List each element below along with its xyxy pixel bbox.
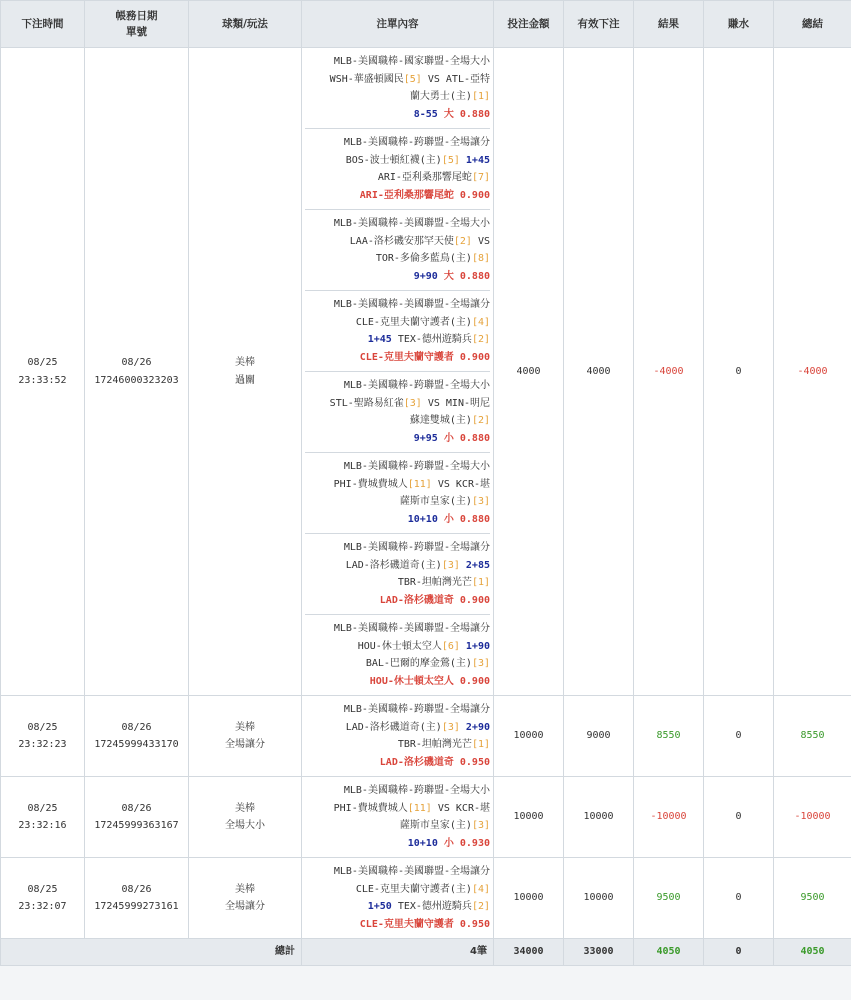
leg-line <box>305 835 490 853</box>
bet-time: 23:32:23 <box>18 739 67 750</box>
leg-text: TEX-德州遊騎兵 <box>397 901 472 912</box>
leg-text: HOU-休士頓太空人 <box>369 675 460 687</box>
leg-line <box>305 736 490 754</box>
details-cell <box>302 858 494 939</box>
leg-text: ARI-亞利桑那響尾蛇 <box>377 172 472 183</box>
leg-text: [2] <box>453 235 472 247</box>
bet-time: 23:32:16 <box>18 820 67 831</box>
leg-text: TBR-坦帕灣光芒 <box>397 577 472 588</box>
leg-text: [3] <box>403 397 422 409</box>
leg-text: 0.950 <box>459 918 490 930</box>
leg-text: BAL-巴爾的摩金鶯(主) <box>365 658 472 669</box>
details-cell <box>302 777 494 858</box>
leg-text: CLE-克里夫蘭守護者 <box>359 351 460 363</box>
leg-text: LAD-洛杉磯道奇(主) <box>345 559 442 571</box>
leg-text: [5] <box>403 73 422 85</box>
leg-text: LAD-洛杉磯道奇(主) <box>345 721 442 733</box>
leg-text: LAD-洛杉磯道奇 <box>379 756 460 768</box>
sport-name: 美棒 <box>235 721 255 733</box>
leg-text: [3] <box>441 721 460 733</box>
leg-line <box>305 250 490 268</box>
leg-text: 8-55 <box>413 108 444 120</box>
leg-text: VS KCR-堪 <box>431 802 490 814</box>
leg-text: 0.900 <box>459 189 490 201</box>
result-cell: -4000 <box>634 48 704 696</box>
ticket-number: 17245999363167 <box>94 820 179 831</box>
leg-text: 大 <box>443 270 460 282</box>
leg-text: 0.880 <box>459 432 490 444</box>
leg-text: LAA-洛杉磯安那罕天使 <box>349 235 454 247</box>
col-result: 結果 <box>634 1 704 48</box>
ticket-number: 17245999433170 <box>94 739 179 750</box>
leg-text: MLB-美國職棒-美國聯盟-全場讓分 <box>333 623 490 634</box>
leg-text: [8] <box>471 253 490 264</box>
leg-text: [2] <box>471 901 490 912</box>
leg-line <box>305 377 490 395</box>
bet-leg <box>305 615 490 695</box>
leg-text: PHI-費城費城人 <box>333 478 408 490</box>
bet-leg <box>305 534 490 615</box>
account-cell <box>85 858 189 939</box>
leg-text: 0.900 <box>459 594 490 606</box>
leg-line <box>305 134 490 152</box>
leg-text: [3] <box>471 496 490 507</box>
leg-line <box>305 331 490 349</box>
leg-text: 小 <box>443 837 460 849</box>
stake-cell: 10000 <box>494 777 564 858</box>
leg-line <box>305 314 490 332</box>
table-header-row <box>1 1 851 48</box>
totals-valid: 33000 <box>564 939 634 966</box>
result-cell: -10000 <box>634 777 704 858</box>
leg-text: MLB-美國職棒-跨聯盟-全場大小 <box>343 785 490 796</box>
leg-text: 1+90 <box>459 640 490 652</box>
bet-leg <box>305 453 490 534</box>
leg-line <box>305 395 490 413</box>
leg-text: CLE-克里夫蘭守護者(主) <box>355 316 472 328</box>
leg-line <box>305 268 490 286</box>
col-total: 總結 <box>774 1 851 48</box>
total-cell: 9500 <box>774 858 851 939</box>
col-account-date: 帳務日期 單號 <box>85 1 189 48</box>
leg-text: [5] <box>441 154 460 166</box>
leg-text: 小 <box>443 432 460 444</box>
totals-stake: 34000 <box>494 939 564 966</box>
leg-text: [1] <box>471 577 490 588</box>
rebate-cell: 0 <box>704 696 774 777</box>
leg-text: 蘇達雙城(主) <box>409 415 472 426</box>
leg-text: MLB-美國職棒-跨聯盟-全場大小 <box>343 461 490 472</box>
col-sport-type: 球類/玩法 <box>189 1 302 48</box>
leg-text: [7] <box>471 172 490 183</box>
leg-line <box>305 349 490 367</box>
leg-text: 0.900 <box>459 351 490 363</box>
bet-date: 08/25 <box>27 883 58 895</box>
leg-text: 1+45 <box>459 154 490 166</box>
leg-line <box>305 817 490 835</box>
leg-line <box>305 592 490 610</box>
leg-text: CLE-克里夫蘭守護者 <box>359 918 460 930</box>
bet-date: 08/25 <box>27 802 58 814</box>
leg-text: ARI-亞利桑那響尾蛇 <box>359 189 460 201</box>
leg-text: [3] <box>471 820 490 831</box>
leg-text: VS <box>471 235 490 247</box>
leg-text: MLB-美國職棒-跨聯盟-全場讓分 <box>343 542 490 553</box>
leg-line <box>305 296 490 314</box>
leg-line <box>305 574 490 592</box>
leg-text: TOR-多倫多藍鳥(主) <box>375 253 472 264</box>
valid-cell: 4000 <box>564 48 634 696</box>
leg-line <box>305 655 490 673</box>
leg-text: [2] <box>471 334 490 345</box>
leg-text: 0.880 <box>459 108 490 120</box>
sport-cell <box>189 48 302 696</box>
play-type: 過關 <box>235 374 255 386</box>
leg-line <box>305 152 490 170</box>
leg-text: [1] <box>471 91 490 102</box>
leg-text: STL-聖路易紅雀 <box>329 397 404 409</box>
leg-text: 2+90 <box>459 721 490 733</box>
details-cell <box>302 696 494 777</box>
valid-cell: 10000 <box>564 858 634 939</box>
leg-line <box>305 71 490 89</box>
bet-leg <box>305 291 490 372</box>
leg-text: 0.880 <box>459 513 490 525</box>
account-cell <box>85 48 189 696</box>
leg-text: [11] <box>407 802 432 814</box>
bet-leg <box>305 696 490 776</box>
valid-cell: 9000 <box>564 696 634 777</box>
leg-text: BOS-波士頓紅襪(主) <box>345 154 442 166</box>
leg-line <box>305 539 490 557</box>
leg-text: 2+85 <box>459 559 490 571</box>
leg-text: VS ATL-亞特 <box>421 73 490 85</box>
leg-text: MLB-美國職棒-美國聯盟-全場讓分 <box>333 299 490 310</box>
leg-text: CLE-克里夫蘭守護者(主) <box>355 883 472 895</box>
leg-text: MLB-美國職棒-美國聯盟-全場讓分 <box>333 866 490 877</box>
leg-line <box>305 511 490 529</box>
account-date: 08/26 <box>121 357 152 368</box>
leg-line <box>305 88 490 106</box>
table-row <box>1 48 851 696</box>
leg-text: MLB-美國職棒-美國聯盟-全場大小 <box>333 218 490 229</box>
leg-line <box>305 863 490 881</box>
bet-leg <box>305 48 490 129</box>
sport-name: 美棒 <box>235 357 255 368</box>
leg-text: [6] <box>441 640 460 652</box>
leg-line <box>305 881 490 899</box>
col-stake: 投注金額 <box>494 1 564 48</box>
leg-line <box>305 187 490 205</box>
leg-text: [3] <box>471 658 490 669</box>
leg-text: 1+50 <box>367 901 398 912</box>
leg-text: MLB-美國職棒-跨聯盟-全場大小 <box>343 380 490 391</box>
leg-text: PHI-費城費城人 <box>333 802 408 814</box>
bet-date: 08/25 <box>27 721 58 733</box>
leg-line <box>305 800 490 818</box>
bet-time: 23:33:52 <box>18 374 67 386</box>
table-row <box>1 777 851 858</box>
totals-rebate: 0 <box>704 939 774 966</box>
sport-cell <box>189 696 302 777</box>
totals-count: 4筆 <box>302 939 494 966</box>
bet-time: 23:32:07 <box>18 901 67 912</box>
leg-line <box>305 215 490 233</box>
leg-text: 蘭大勇士(主) <box>409 91 472 102</box>
leg-text: 0.950 <box>459 756 490 768</box>
leg-line <box>305 754 490 772</box>
leg-text: MLB-美國職棒-跨聯盟-全場讓分 <box>343 137 490 148</box>
bet-leg <box>305 129 490 210</box>
leg-line <box>305 916 490 934</box>
leg-text: 0.930 <box>459 837 490 849</box>
result-cell: 8550 <box>634 696 704 777</box>
leg-line <box>305 106 490 124</box>
bet-leg <box>305 858 490 938</box>
bet-rows <box>1 48 851 939</box>
leg-text: VS KCR-堪 <box>431 478 490 490</box>
leg-text: [2] <box>471 415 490 426</box>
leg-line <box>305 557 490 575</box>
sport-cell <box>189 777 302 858</box>
leg-text: 0.880 <box>459 270 490 282</box>
leg-line <box>305 53 490 71</box>
leg-text: LAD-洛杉磯道奇 <box>379 594 460 606</box>
account-date: 08/26 <box>121 883 152 895</box>
leg-text: TEX-德州遊騎兵 <box>397 334 472 345</box>
sport-name: 美棒 <box>235 802 255 814</box>
leg-text: TBR-坦帕灣光芒 <box>397 739 472 750</box>
bet-time-cell <box>1 858 85 939</box>
leg-text: 小 <box>443 513 460 525</box>
leg-line <box>305 493 490 511</box>
bet-date: 08/25 <box>27 357 58 368</box>
leg-line <box>305 620 490 638</box>
ticket-number: 17246000323203 <box>94 374 179 386</box>
bet-leg <box>305 210 490 291</box>
valid-cell: 10000 <box>564 777 634 858</box>
rebate-cell: 0 <box>704 48 774 696</box>
bet-time-cell <box>1 777 85 858</box>
leg-text: [4] <box>471 316 490 328</box>
leg-text: MLB-美國職棒-跨聯盟-全場讓分 <box>343 704 490 715</box>
leg-text: 9+95 <box>413 432 444 444</box>
rebate-cell: 0 <box>704 858 774 939</box>
total-cell: -10000 <box>774 777 851 858</box>
account-date: 08/26 <box>121 802 152 814</box>
leg-line <box>305 719 490 737</box>
leg-text: 10+10 <box>407 837 444 849</box>
leg-line <box>305 476 490 494</box>
leg-line <box>305 898 490 916</box>
stake-cell: 10000 <box>494 696 564 777</box>
leg-text: 薩斯市皇家(主) <box>399 496 472 507</box>
bet-time-cell <box>1 48 85 696</box>
result-cell: 9500 <box>634 858 704 939</box>
leg-text: 9+90 <box>413 270 444 282</box>
play-type: 全場讓分 <box>225 901 265 912</box>
leg-text: VS MIN-明尼 <box>421 397 490 409</box>
leg-line <box>305 169 490 187</box>
ticket-number: 17245999273161 <box>94 901 179 912</box>
details-cell <box>302 48 494 696</box>
total-cell: -4000 <box>774 48 851 696</box>
leg-line <box>305 412 490 430</box>
play-type: 全場大小 <box>225 820 265 831</box>
leg-text: 0.900 <box>459 675 490 687</box>
leg-line <box>305 638 490 656</box>
col-details: 注單內容 <box>302 1 494 48</box>
leg-text: [1] <box>471 739 490 750</box>
col-rebate: 賺水 <box>704 1 774 48</box>
stake-cell: 4000 <box>494 48 564 696</box>
leg-line <box>305 782 490 800</box>
account-date: 08/26 <box>121 721 152 733</box>
totals-result: 4050 <box>634 939 704 966</box>
leg-line <box>305 701 490 719</box>
stake-cell: 10000 <box>494 858 564 939</box>
table-row <box>1 858 851 939</box>
leg-text: [11] <box>407 478 432 490</box>
leg-text: 大 <box>443 108 460 120</box>
table-row <box>1 696 851 777</box>
totals-total: 4050 <box>774 939 851 966</box>
leg-text: [4] <box>471 883 490 895</box>
bet-leg <box>305 777 490 857</box>
leg-text: MLB-美國職棒-國家聯盟-全場大小 <box>333 56 490 67</box>
totals-label: 總計 <box>1 939 302 966</box>
totals-row <box>1 939 851 966</box>
account-cell <box>85 696 189 777</box>
leg-text: 10+10 <box>407 513 444 525</box>
leg-text: 薩斯市皇家(主) <box>399 820 472 831</box>
leg-text: [3] <box>441 559 460 571</box>
leg-line <box>305 430 490 448</box>
col-valid: 有效下注 <box>564 1 634 48</box>
leg-text: HOU-休士頓太空人 <box>357 640 442 652</box>
bet-leg <box>305 372 490 453</box>
total-cell: 8550 <box>774 696 851 777</box>
rebate-cell: 0 <box>704 777 774 858</box>
sport-name: 美棒 <box>235 883 255 895</box>
leg-line <box>305 458 490 476</box>
account-cell <box>85 777 189 858</box>
leg-line <box>305 233 490 251</box>
bet-time-cell <box>1 696 85 777</box>
col-bet-time: 下注時間 <box>1 1 85 48</box>
leg-line <box>305 673 490 691</box>
leg-text: WSH-華盛頓國民 <box>329 73 404 85</box>
play-type: 全場讓分 <box>225 739 265 750</box>
sport-cell <box>189 858 302 939</box>
leg-text: 1+45 <box>367 334 398 345</box>
